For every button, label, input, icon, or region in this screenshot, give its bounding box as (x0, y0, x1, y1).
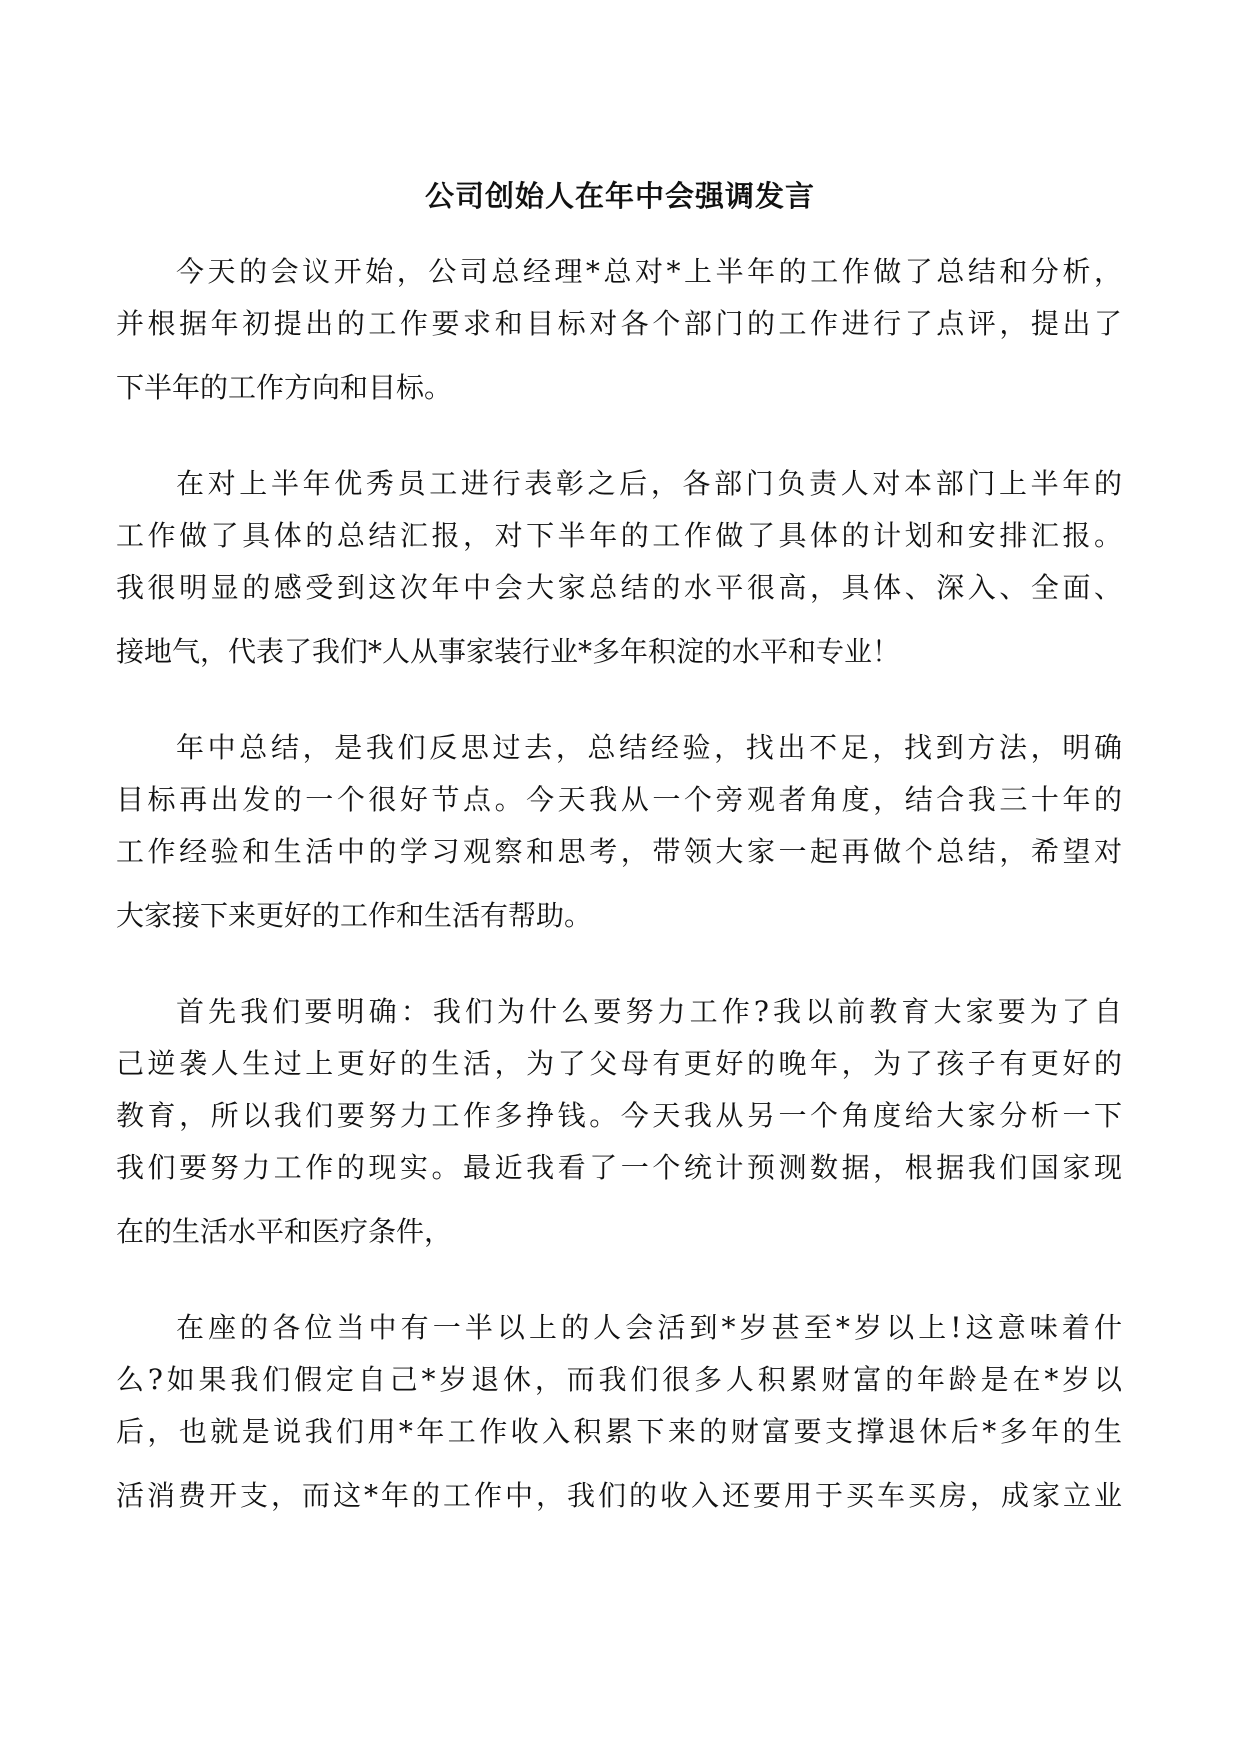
paragraph-5-line-2: 么?如果我们假定自己*岁退休，而我们很多人积累财富的年龄是在*岁以 (116, 1363, 1122, 1396)
paragraph-3-line-1: 年中总结，是我们反思过去，总结经验，找出不足，找到方法，明确 (176, 731, 1122, 764)
paragraph-2-line-2: 工作做了具体的总结汇报，对下半年的工作做了具体的计划和安排汇报。 (116, 519, 1122, 552)
paragraph-2-line-1: 在对上半年优秀员工进行表彰之后，各部门负责人对本部门上半年的 (176, 467, 1122, 500)
paragraph-3-line-2: 目标再出发的一个很好节点。今天我从一个旁观者角度，结合我三十年的 (116, 783, 1122, 816)
paragraph-4-line-4: 我们要努力工作的现实。最近我看了一个统计预测数据，根据我们国家现 (116, 1151, 1122, 1184)
paragraph-5-line-3: 后，也就是说我们用*年工作收入积累下来的财富要支撑退休后*多年的生 (116, 1415, 1122, 1448)
paragraph-2-line-3: 我很明显的感受到这次年中会大家总结的水平很高，具体、深入、全面、 (116, 571, 1122, 604)
paragraph-4-line-5: 在的生活水平和医疗条件， (116, 1215, 453, 1248)
paragraph-1-line-1: 今天的会议开始，公司总经理*总对*上半年的工作做了总结和分析， (176, 255, 1122, 288)
paragraph-4-line-1: 首先我们要明确：我们为什么要努力工作?我以前教育大家要为了自 (176, 995, 1122, 1028)
paragraph-4-line-3: 教育，所以我们要努力工作多挣钱。今天我从另一个角度给大家分析一下 (116, 1099, 1122, 1132)
paragraph-5-line-4: 活消费开支，而这*年的工作中，我们的收入还要用于买车买房，成家立业 (116, 1479, 1122, 1512)
paragraph-5-line-1: 在座的各位当中有一半以上的人会活到*岁甚至*岁以上!这意味着什 (176, 1311, 1122, 1344)
paragraph-3-line-3: 工作经验和生活中的学习观察和思考，带领大家一起再做个总结，希望对 (116, 835, 1122, 868)
paragraph-1-line-3: 下半年的工作方向和目标。 (116, 371, 453, 404)
paragraph-3-line-4: 大家接下来更好的工作和生活有帮助。 (116, 899, 593, 932)
document-title: 公司创始人在年中会强调发言 (424, 179, 815, 213)
paragraph-2-line-4: 接地气，代表了我们*人从事家装行业*多年积淀的水平和专业！ (116, 635, 901, 668)
paragraph-4-line-2: 己逆袭人生过上更好的生活，为了父母有更好的晚年，为了孩子有更好的 (116, 1047, 1122, 1080)
paragraph-1-line-2: 并根据年初提出的工作要求和目标对各个部门的工作进行了点评，提出了 (116, 307, 1122, 340)
